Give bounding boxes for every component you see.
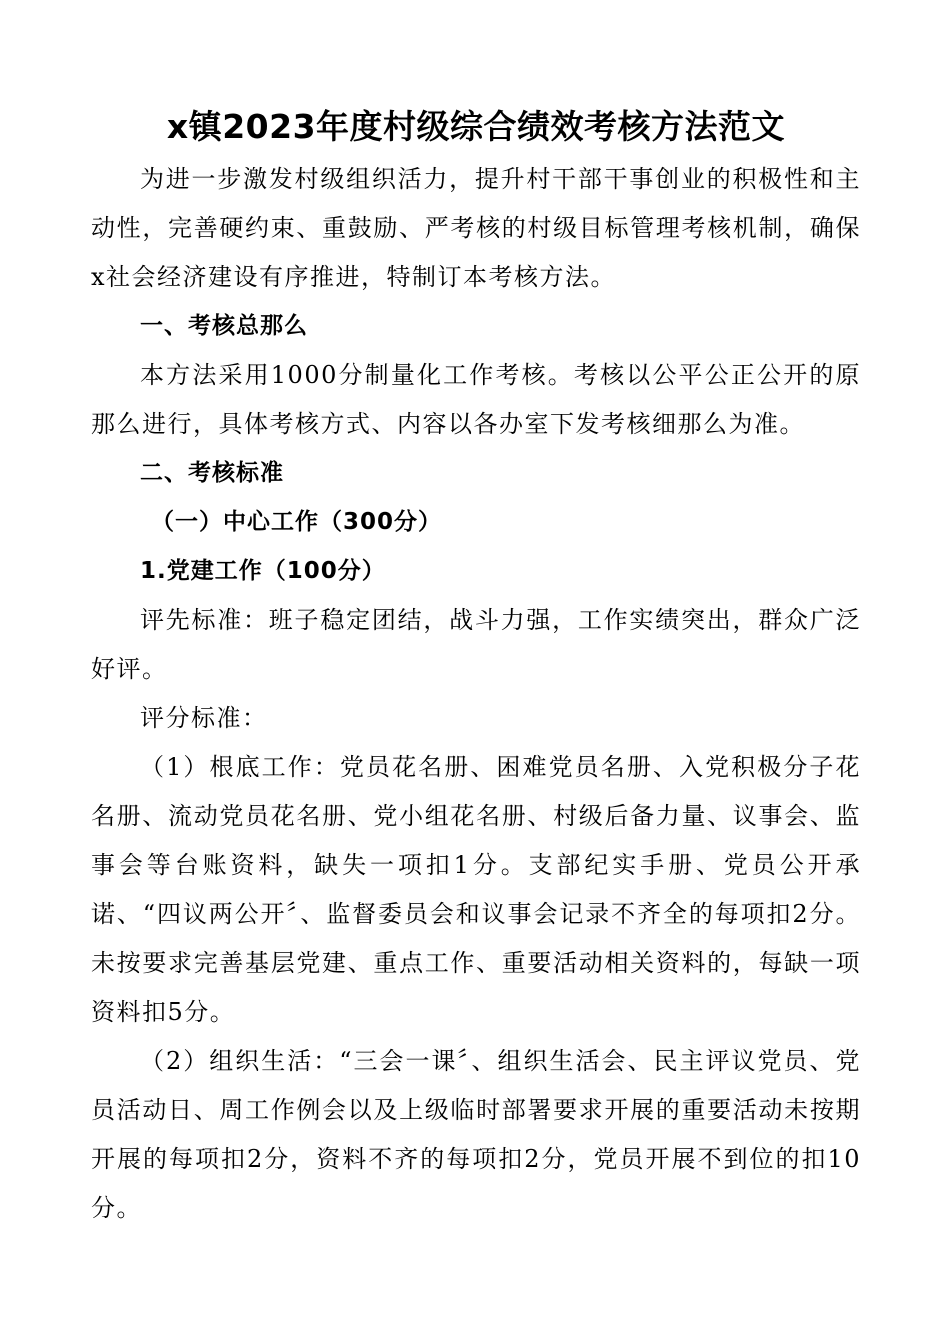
excellence-standard-paragraph: 评先标准：班子稳定团结，战斗力强，工作实绩突出，群众广泛好评。 [91, 606, 861, 683]
intro-paragraph: 为进一步激发村级组织活力，提升村干部干事创业的积极性和主动性，完善硬约束、重鼓励、严考核的村级目标管理考核机制，确保x社会经济建设有序推进，特制订本考核方法。 [91, 165, 861, 291]
scoring-standard-label: 评分标准： [140, 704, 268, 732]
subsection1-heading: （一）中心工作（300分） [151, 509, 443, 535]
scoring-item1-paragraph: （1）根底工作：党员花名册、困难党员名册、入党积极分子花名册、流动党员花名册、党小组花名册、村级后备力量、议事会、监事会等台账资料，缺失一项扣1分。支部纪实手册、党员公开承诺、“四议两公开〞、监督委员会和议事会记录不齐全的每项扣2分。未按要求完善基层党建、重点工作、重要活动相关资料的，每缺一项资料扣5分。 [91, 753, 861, 1026]
item1-heading: 1.党建工作（100分） [140, 558, 386, 584]
document-page [91, 105, 861, 1233]
section1-heading: 一、考核总那么 [140, 313, 308, 339]
document-title: x镇2023年度村级综合绩效考核方法范文 [166, 107, 786, 146]
scoring-item2-paragraph: （2）组织生活：“三会一课〞、组织生活会、民主评议党员、党员活动日、周工作例会以及上级临时部署要求开展的重要活动未按期开展的每项扣2分，资料不齐的每项扣2分，党员开展不到位的扣10分。 [91, 1047, 861, 1222]
section2-heading: 二、考核标准 [140, 460, 284, 486]
section1-paragraph: 本方法采用1000分制量化工作考核。考核以公平公正公开的原那么进行，具体考核方式、内容以各办室下发考核细那么为准。 [91, 361, 861, 438]
